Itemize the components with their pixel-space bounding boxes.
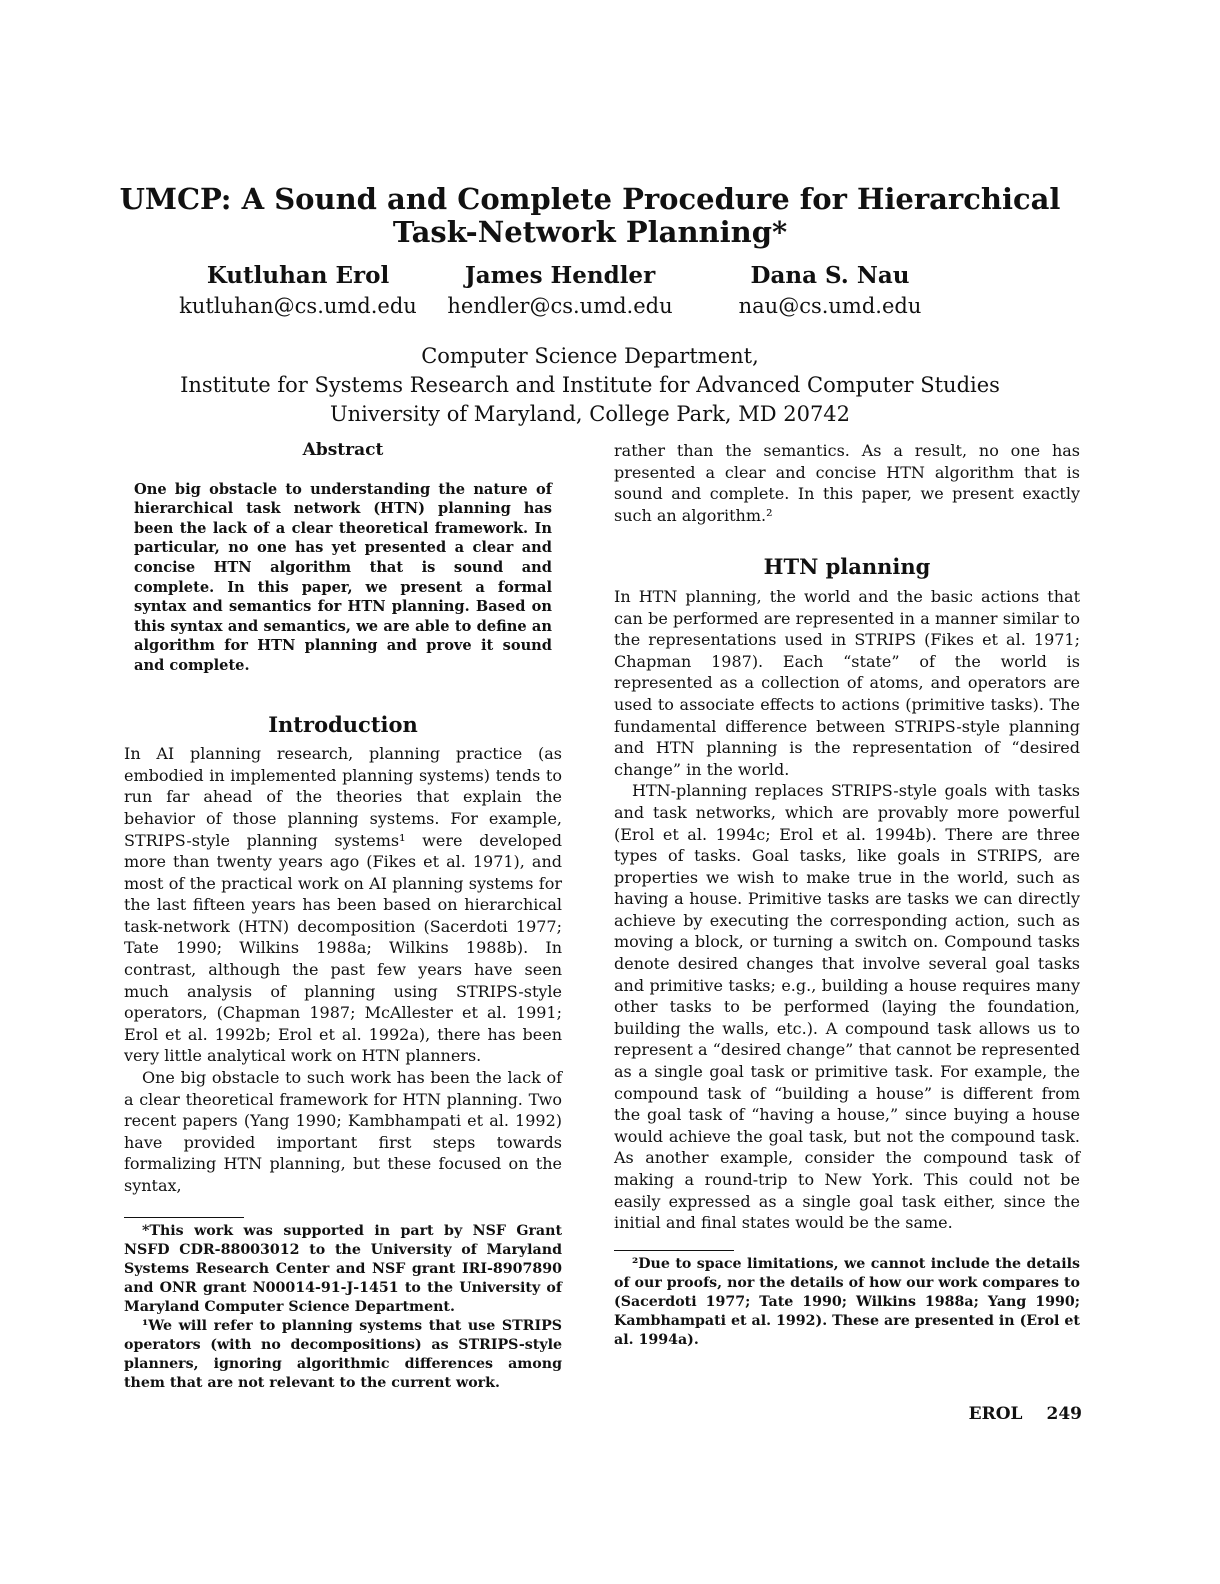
affiliation-line-1: Computer Science Department, <box>421 344 759 368</box>
author-erol <box>176 262 420 320</box>
introduction-paragraph-1: In AI planning research, planning practice (as embodied in implemented planning systems) tends to run far ahead of the theories that explain the behavior of those planning systems. For example, STRIPS-style planning systems¹ were developed more than twenty years ago (Fikes et al. 1971), and most of the practical work on AI planning systems for the last fifteen years has been based on hierarchical task-network (HTN) decomposition (Sacerdoti 1977; Tate 1990; Wilkins 1988a; Wilkins 1988b). In contrast, although the past few years have seen much analysis of planning using STRIPS-style operators, (Chapman 1987; McAllester et al. 1991; Erol et al. 1992b; Erol et al. 1992a), there has been very little analytical work on HTN planners. <box>124 744 562 1066</box>
continuation-paragraph: rather than the semantics. As a result, no one has presented a clear and concise HTN algorithm that is sound and complete. In this paper, we present exactly such an algorithm.² <box>614 441 1080 525</box>
htn-paragraph-2: HTN-planning replaces STRIPS-style goals with tasks and task networks, which are provably more powerful (Erol et al. 1994c; Erol et al. 1994b). There are three types of tasks. Goal tasks, like goals in STRIPS, are properties we wish to make true in the world, such as having a house. Primitive tasks are tasks we can directly achieve by executing the corresponding action, such as moving a block, or turning a switch on. Compound tasks denote desired changes that involve several goal tasks and primitive tasks; e.g., building a house requires many other tasks to be performed (laying the foundation, building the walls, etc.). A compound task allows us to represent a “desired change” that cannot be represented as a single goal task or primitive task. For example, the compound task of “building a house” is different from the goal task of “having a house,” since buying a house would achieve the goal task, but not the compound task. As another example, consider the compound task of making a round-trip to New York. This could not be easily expressed as a single goal task either, since the initial and final states would be the same. <box>614 781 1080 1233</box>
introduction-heading: Introduction <box>268 711 418 737</box>
htn-planning-heading: HTN planning <box>763 554 931 580</box>
author-hendler <box>432 262 688 320</box>
author-nau <box>720 262 940 320</box>
affiliation <box>0 342 1180 429</box>
affiliation-line-2: Institute for Systems Research and Institute for Advanced Computer Studies <box>180 373 1000 397</box>
page-footer <box>969 1404 1082 1424</box>
footnote-rule <box>124 1217 244 1218</box>
paper-title <box>0 183 1180 249</box>
page-number: 249 <box>1046 1404 1082 1424</box>
author-name: Dana S. Nau <box>750 262 910 289</box>
htn-paragraph-1: In HTN planning, the world and the basic actions that can be performed are represented in a manner similar to the representations used in STRIPS (Fikes et al. 1971; Chapman 1987). Each “state” of the world is represented as a collection of atoms, and operators are used to associate effects to actions (primitive tasks). The fundamental difference between STRIPS-style planning and HTN planning is the representation of “desired change” in the world. <box>614 586 1080 779</box>
right-footnotes <box>614 1255 1080 1350</box>
footnote-rule <box>614 1250 734 1251</box>
author-email: hendler@cs.umd.edu <box>447 294 673 318</box>
left-footnotes <box>124 1222 562 1393</box>
author-name: Kutluhan Erol <box>206 262 390 289</box>
author-email: kutluhan@cs.umd.edu <box>179 294 417 318</box>
author-email: nau@cs.umd.edu <box>738 294 922 318</box>
abstract-body: One big obstacle to understanding the nature of hierarchical task network (HTN) planning has been the lack of a clear theoretical framework. In particular, no one has yet presented a clear and concise HTN algorithm that is sound and complete. In this paper, we present a formal syntax and semantics for HTN planning. Based on this syntax and semantics, we are able to define an algorithm for HTN planning and prove it sound and complete. <box>134 480 552 674</box>
title-line-1: UMCP: A Sound and Complete Procedure for Hierarchical <box>119 182 1061 216</box>
running-head: EROL <box>968 1404 1023 1424</box>
affiliation-line-3: University of Maryland, College Park, MD 20742 <box>329 402 851 426</box>
abstract-heading: Abstract <box>302 440 384 460</box>
left-column <box>124 440 562 1393</box>
footnote-2: ²Due to space limitations, we cannot include the details of our proofs, nor the details of how our work compares to (Sacerdoti 1977; Tate 1990; Wilkins 1988a; Yang 1990; Kambhampati et al. 1992). These are presented in (Erol et al. 1994a). <box>614 1255 1080 1348</box>
title-line-2: Task-Network Planning* <box>392 215 788 249</box>
footnote-1: ¹We will refer to planning systems that use STRIPS operators (with no decompositions) as STRIPS-style planners, ignoring algorithmic differences among them that are not relevant to the current work. <box>124 1317 562 1391</box>
introduction-paragraph-2: One big obstacle to such work has been the lack of a clear theoretical framework for HTN planning. Two recent papers (Yang 1990; Kambhampati et al. 1992) have provided important first steps towards formalizing HTN planning, but these focused on the syntax, <box>124 1068 562 1195</box>
right-column <box>614 440 1080 1350</box>
footnote-star: *This work was supported in part by NSF Grant NSFD CDR-88003012 to the University of Maryland Systems Research Center and NSF grant IRI-8907890 and ONR grant N00014-91-J-1451 to the University of Maryland Computer Science Department. <box>124 1222 562 1315</box>
author-name: James Hendler <box>464 262 656 289</box>
